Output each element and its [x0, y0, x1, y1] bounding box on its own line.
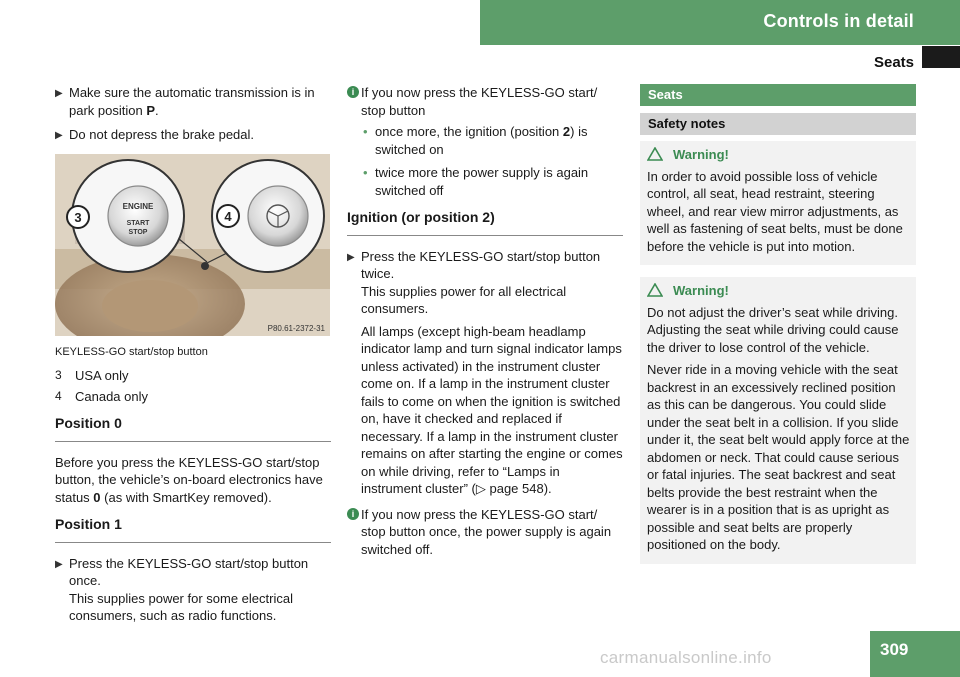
chapter-title: Controls in detail [763, 11, 914, 31]
warning-text: In order to avoid possible loss of vehicle control, all seat, head restraint, steering wheel, and rear view mirror adjustments, as well as fastening of seat belts, must be done before the vehicle is put into motion. [647, 168, 903, 254]
step-arrow-icon: ▶ [55, 558, 63, 570]
legend-number: 4 [55, 388, 62, 403]
legend-item-usa [55, 367, 331, 385]
info-icon: i [347, 508, 359, 520]
watermark: carmanualsonline.info [600, 648, 772, 667]
legend-label: Canada only [75, 388, 148, 404]
step-arrow-icon: ▶ [55, 130, 63, 141]
photo-caption: KEYLESS-GO start/stop button [55, 345, 208, 358]
column-middle [347, 84, 623, 566]
heading-position-0: Position 0 [55, 415, 331, 442]
info-icon: i [347, 86, 359, 98]
heading-position-1: Position 1 [55, 516, 331, 543]
step-press-once: ▶ Press the KEYLESS-GO start/stop button once. This supplies power for some electrical consumers, such as radio functions. [55, 555, 309, 623]
start-label: START [126, 219, 150, 227]
subsection-bar-safety-notes: Safety notes [640, 113, 916, 135]
heading-ignition: Ignition (or position 2) [347, 209, 623, 236]
bullet-dot-icon: • [363, 124, 368, 139]
legend-number: 3 [55, 368, 62, 382]
legend-label: USA only [75, 368, 129, 383]
stop-label: STOP [128, 228, 148, 236]
warning-triangle-icon [647, 283, 663, 297]
step-arrow-icon: ▶ [55, 88, 63, 99]
bullet-once-more: • once more, the ignition (position 2) is switched on [363, 124, 588, 157]
warning-text: Do not adjust the driver’s seat while driving. Adjusting the seat while driving could cause the driver to lose control of the vehicle. [647, 304, 899, 355]
warning-box-adjustments [640, 141, 916, 265]
warning-title: Warning! [647, 282, 910, 300]
info-note-press-again: i If you now press the KEYLESS-GO start/ stop button • once more, the ignition (position 2) is switched on • twice more the power supply is again switched off [347, 84, 623, 199]
step-transmission-park: ▶ Make sure the automatic transmission is in park position P. [55, 85, 315, 118]
step-press-twice: ▶ Press the KEYLESS-GO start/stop button twice. This supplies power for all electrical consumers. All lamps (except high-beam headlamp indicator lamp and turn signal indicator lamps unless activated) in the instrument cluster come on. If a lamp in the instrument cluster fails to come on when the ignition is switched on, have it checked and replaced if necessary. If a lamp in the instrument cluster remains on after starting the engine or comes on while driving, refer to “Lamps in instrument cluster” (▷ page 548). [347, 248, 623, 496]
section-marker-block [922, 46, 960, 68]
dashboard-illustration [55, 154, 330, 336]
paragraph-position-0: Before you press the KEYLESS-GO start/stop button, the vehicle’s on-board electronics have status 0 (as with SmartKey removed). [55, 454, 323, 505]
legend-item-canada [55, 388, 331, 406]
section-title: Seats [873, 54, 914, 71]
column-left [55, 84, 331, 632]
bullet-twice-more: • twice more the power supply is again switched off [363, 165, 589, 198]
page-number: 309 [880, 640, 909, 659]
step-no-brake: ▶ Do not depress the brake pedal. [55, 126, 331, 144]
step-arrow-icon: ▶ [347, 251, 355, 263]
engine-label: ENGINE [122, 201, 154, 211]
column-right [640, 84, 916, 576]
warning-title: Warning! [647, 146, 910, 164]
warning-triangle-icon [647, 147, 663, 161]
section-bar-seats: Seats [640, 84, 916, 106]
bullet-dot-icon: • [363, 165, 368, 180]
callout-4: 4 [224, 208, 232, 224]
warning-box-driving [640, 277, 916, 564]
keyless-go-button-photo [55, 154, 330, 336]
photo-code: P80.61-2372-31 [267, 323, 325, 333]
page-reference-link[interactable]: ▷ page 548 [475, 481, 544, 496]
callout-3: 3 [74, 209, 82, 225]
paragraph-lamps: All lamps (except high-beam headlamp indicator lamp and turn signal indicator lamps unless activated) in the instrument cluster come on. If a lamp in the instrument cluster fails to come on when the ignition is switched on, have it checked and replaced if necessary. If a lamp in the instrument cluster remains on after starting the engine or comes on while driving, refer to “Lamps in instrument cluster” (▷ page 548). [361, 323, 623, 496]
warning-text: Never ride in a moving vehicle with the seat backrest in an excessively reclined position as this can be dangerous. You could slide under the seat belt in a collision. If you slide under it, the seat belt would apply force at the abdomen or neck. That could cause serious or fatal injuries. The seat backrest and seat belts provide the best restraint when the wearer is in a position that is as upright as possible and seat belts are properly positioned on the body. [647, 362, 910, 552]
info-note-power-off: i If you now press the KEYLESS-GO start/ stop button once, the power supply is again switched off. [347, 506, 623, 559]
